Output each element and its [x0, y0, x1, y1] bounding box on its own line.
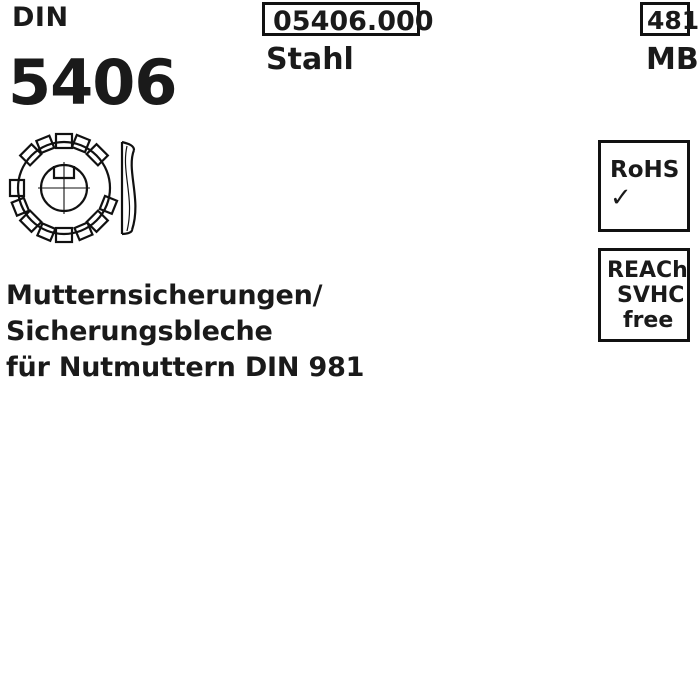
standard-prefix: DIN	[12, 2, 69, 33]
catalog-code-box	[640, 2, 700, 36]
reach-free-label: free	[623, 308, 674, 333]
check-icon: ✓	[610, 183, 632, 213]
article-number: 05406.000	[273, 6, 434, 37]
reach-badge	[598, 248, 690, 342]
type-code: MB	[646, 42, 699, 77]
reach-label: REACh	[607, 258, 688, 283]
catalog-code: 481	[647, 6, 700, 35]
article-number-box	[262, 2, 434, 37]
rohs-badge	[598, 140, 690, 232]
description-line-3: für Nutmuttern DIN 981	[6, 352, 365, 383]
description-line-2: Sicherungsbleche	[6, 316, 273, 347]
lock-washer-drawing-icon	[6, 130, 166, 250]
reach-svhc-label: SVHC	[617, 283, 685, 308]
material-label: Stahl	[266, 42, 354, 77]
standard-number: 5406	[8, 46, 177, 119]
description-line-1: Mutternsicherungen/	[6, 280, 323, 311]
rohs-label: RoHS	[610, 157, 680, 183]
product-description	[6, 278, 364, 386]
